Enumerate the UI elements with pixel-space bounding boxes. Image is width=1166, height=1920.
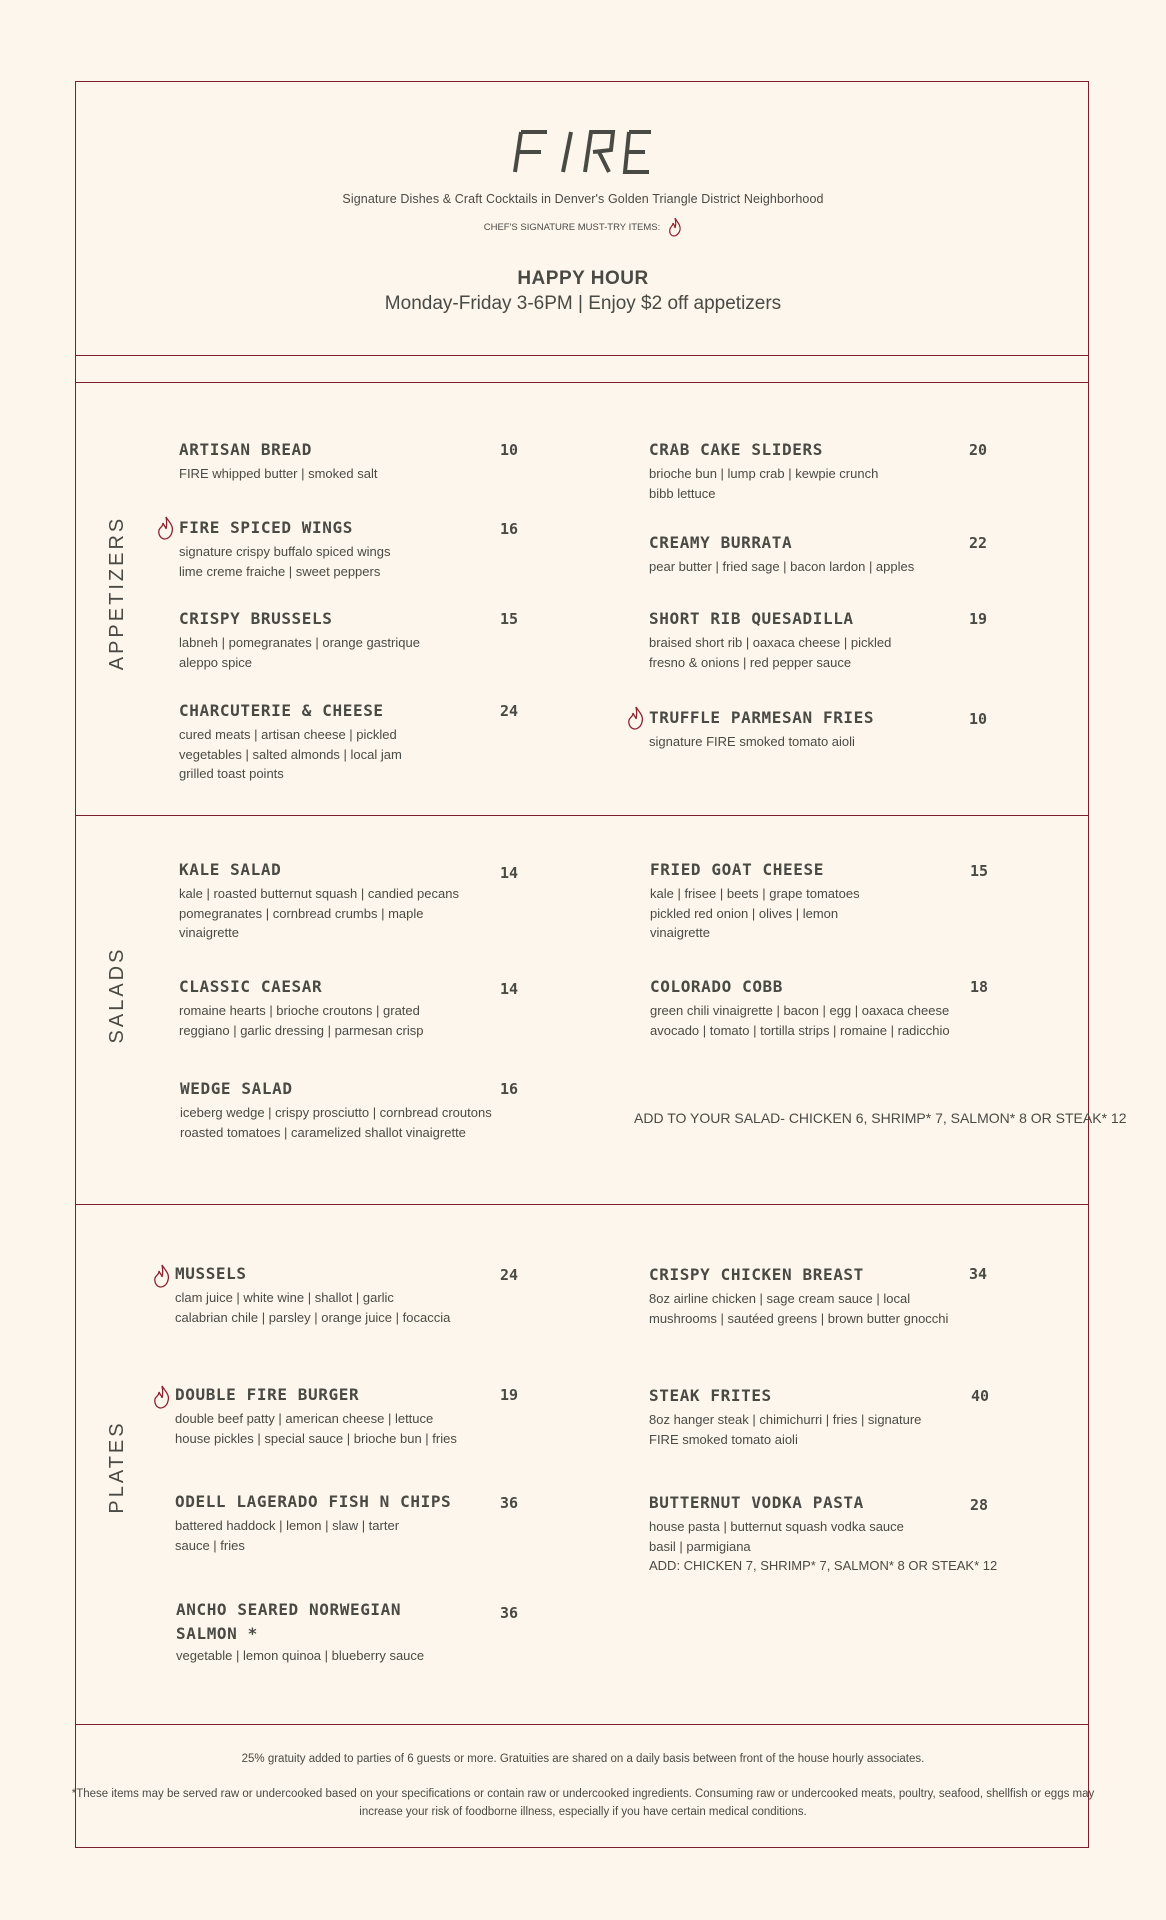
item-name: CRISPY BRUSSELS <box>179 609 333 628</box>
item-name: ARTISAN BREAD <box>179 440 313 459</box>
menu-item <box>176 1598 424 1666</box>
item-price: 15 <box>970 862 989 880</box>
item-name: COLORADO COBB <box>650 977 784 996</box>
item-price: 18 <box>970 978 989 996</box>
disclaimer-line-1: *These items may be served raw or undercooked based on your specifications or contain raw or undercooked ingredients. Consuming raw or undercooked meats, poultry, seafood, shellfish or eggs may <box>71 1788 1095 1800</box>
item-description: battered haddock | lemon | slaw | tarter sauce | fries <box>175 1518 400 1553</box>
item-price: 36 <box>500 1604 519 1622</box>
item-name: MUSSELS <box>175 1264 247 1283</box>
disclaimer-line-2: increase your risk of foodborne illness, especially if you have certain medical conditions. <box>359 1806 807 1818</box>
item-name: BUTTERNUT VODKA PASTA <box>649 1493 864 1512</box>
menu-item <box>649 531 914 577</box>
item-description: kale | frisee | beets | grape tomatoes pickled red onion | olives | lemon vinaigrette <box>650 886 860 940</box>
item-name: KALE SALAD <box>179 860 282 879</box>
item-description: green chili vinaigrette | bacon | egg | oaxaca cheese avocado | tomato | tortilla strips | romaine | radicchio <box>650 1003 950 1038</box>
item-description: FIRE whipped butter | smoked salt <box>179 466 378 481</box>
menu-item <box>649 1263 948 1328</box>
fire-icon <box>157 516 175 540</box>
item-description: house pasta | butternut squash vodka sauce basil | parmigiana ADD: CHICKEN 7, SHRIMP* 7, SALMON* 8 OR STEAK* 12 <box>649 1519 998 1573</box>
item-description: vegetable | lemon quinoa | blueberry sauce <box>176 1648 425 1663</box>
menu-item <box>179 607 420 672</box>
happy-hour-details: Monday-Friday 3-6PM | Enjoy $2 off appetizers <box>384 293 782 314</box>
fire-icon <box>668 217 682 237</box>
item-name: WEDGE SALAD <box>180 1079 293 1098</box>
item-description: brioche bun | lump crab | kewpie crunch bibb lettuce <box>649 466 879 501</box>
menu-item <box>650 975 950 1040</box>
item-description: double beef patty | american cheese | lettuce house pickles | special sauce | brioche bun | fries <box>175 1411 457 1446</box>
item-price: 16 <box>500 520 519 538</box>
item-price: 10 <box>969 710 988 728</box>
menu-item <box>649 438 878 503</box>
menu-item <box>179 516 391 581</box>
menu-item <box>649 1384 921 1449</box>
item-description: braised short rib | oaxaca cheese | pickled fresno & onions | red pepper sauce <box>649 635 892 670</box>
item-name: ANCHO SEARED NORWEGIAN SALMON * <box>176 1600 402 1643</box>
fire-icon <box>153 1385 171 1409</box>
item-description: pear butter | fried sage | bacon lardon | apples <box>649 559 915 574</box>
item-price: 14 <box>500 864 519 882</box>
item-price: 24 <box>500 1266 519 1284</box>
item-description: cured meats | artisan cheese | pickled vegetables | salted almonds | local jam grilled toast points <box>179 727 402 781</box>
item-name: CREAMY BURRATA <box>649 533 793 552</box>
menu-item <box>650 858 860 943</box>
item-price: 40 <box>971 1387 990 1405</box>
menu-item <box>649 1491 997 1576</box>
menu-item <box>179 699 402 784</box>
item-description: romaine hearts | brioche croutons | grated reggiano | garlic dressing | parmesan crisp <box>179 1003 424 1038</box>
item-description: clam juice | white wine | shallot | garlic calabrian chile | parsley | orange juice | focaccia <box>175 1290 451 1325</box>
menu-item <box>649 607 891 672</box>
item-price: 14 <box>500 980 519 998</box>
signature-legend <box>0 217 1166 237</box>
item-price: 28 <box>970 1496 989 1514</box>
fire-logo-icon <box>513 130 653 174</box>
item-price: 19 <box>969 610 988 628</box>
item-description: signature crispy buffalo spiced wings lime creme fraiche | sweet peppers <box>179 544 391 579</box>
item-name: CLASSIC CAESAR <box>179 977 323 996</box>
fire-icon <box>153 1264 171 1288</box>
menu-item <box>649 706 874 752</box>
item-price: 22 <box>969 534 988 552</box>
item-name: STEAK FRITES <box>649 1386 772 1405</box>
signature-label: CHEF'S SIGNATURE MUST-TRY ITEMS: <box>483 221 661 233</box>
item-description: labneh | pomegranates | orange gastrique aleppo spice <box>179 635 420 670</box>
item-price: 24 <box>500 702 519 720</box>
item-price: 34 <box>969 1265 988 1283</box>
menu-item <box>179 975 423 1040</box>
item-price: 20 <box>969 441 988 459</box>
menu-item <box>175 1490 451 1555</box>
gratuity-note: 25% gratuity added to parties of 6 guests or more. Gratuities are shared on a daily basis between front of the house hourly associates. <box>241 1753 925 1765</box>
item-name: TRUFFLE PARMESAN FRIES <box>649 708 875 727</box>
item-name: CRAB CAKE SLIDERS <box>649 440 823 459</box>
menu-item <box>175 1262 450 1327</box>
item-name: CHARCUTERIE & CHEESE <box>179 701 384 720</box>
item-price: 10 <box>500 441 519 459</box>
item-price: 15 <box>500 610 519 628</box>
item-name: FIRE SPICED WINGS <box>179 518 353 537</box>
item-name: ODELL LAGERADO FISH N CHIPS <box>175 1492 452 1511</box>
item-name: CRISPY CHICKEN BREAST <box>649 1265 864 1284</box>
item-name: SHORT RIB QUESADILLA <box>649 609 854 628</box>
fire-logo <box>0 130 1166 174</box>
spacer-band <box>75 355 1089 383</box>
item-price: 16 <box>500 1080 519 1098</box>
item-name: DOUBLE FIRE BURGER <box>175 1385 360 1404</box>
section-label-salads: SALADS <box>106 946 128 1044</box>
subtitle: Signature Dishes & Craft Cocktails in Denver's Golden Triangle District Neighborhood <box>342 192 824 206</box>
salad-addon-note: ADD TO YOUR SALAD- CHICKEN 6, SHRIMP* 7, SALMON* 8 OR STEAK* 12 <box>634 1110 1127 1126</box>
item-description: 8oz hanger steak | chimichurri | fries | signature FIRE smoked tomato aioli <box>649 1412 922 1447</box>
section-label-plates: PLATES <box>106 1420 128 1514</box>
item-price: 36 <box>500 1494 519 1512</box>
menu-item <box>179 438 377 484</box>
item-description: 8oz airline chicken | sage cream sauce | local mushrooms | sautéed greens | brown butter gnocchi <box>649 1291 949 1326</box>
item-description: iceberg wedge | crispy prosciutto | cornbread croutons roasted tomatoes | caramelized shallot vinaigrette <box>180 1105 492 1140</box>
item-description: signature FIRE smoked tomato aioli <box>649 734 855 749</box>
item-price: 19 <box>500 1386 519 1404</box>
fire-icon <box>627 706 645 730</box>
menu-item <box>175 1383 457 1448</box>
item-description: kale | roasted butternut squash | candied pecans pomegranates | cornbread crumbs | maple vinaigrette <box>179 886 459 940</box>
menu-item <box>179 858 459 943</box>
section-label-appetizers: APPETIZERS <box>106 515 128 671</box>
menu-item <box>180 1077 492 1142</box>
happy-hour-title: HAPPY HOUR <box>517 268 649 289</box>
item-name: FRIED GOAT CHEESE <box>650 860 824 879</box>
